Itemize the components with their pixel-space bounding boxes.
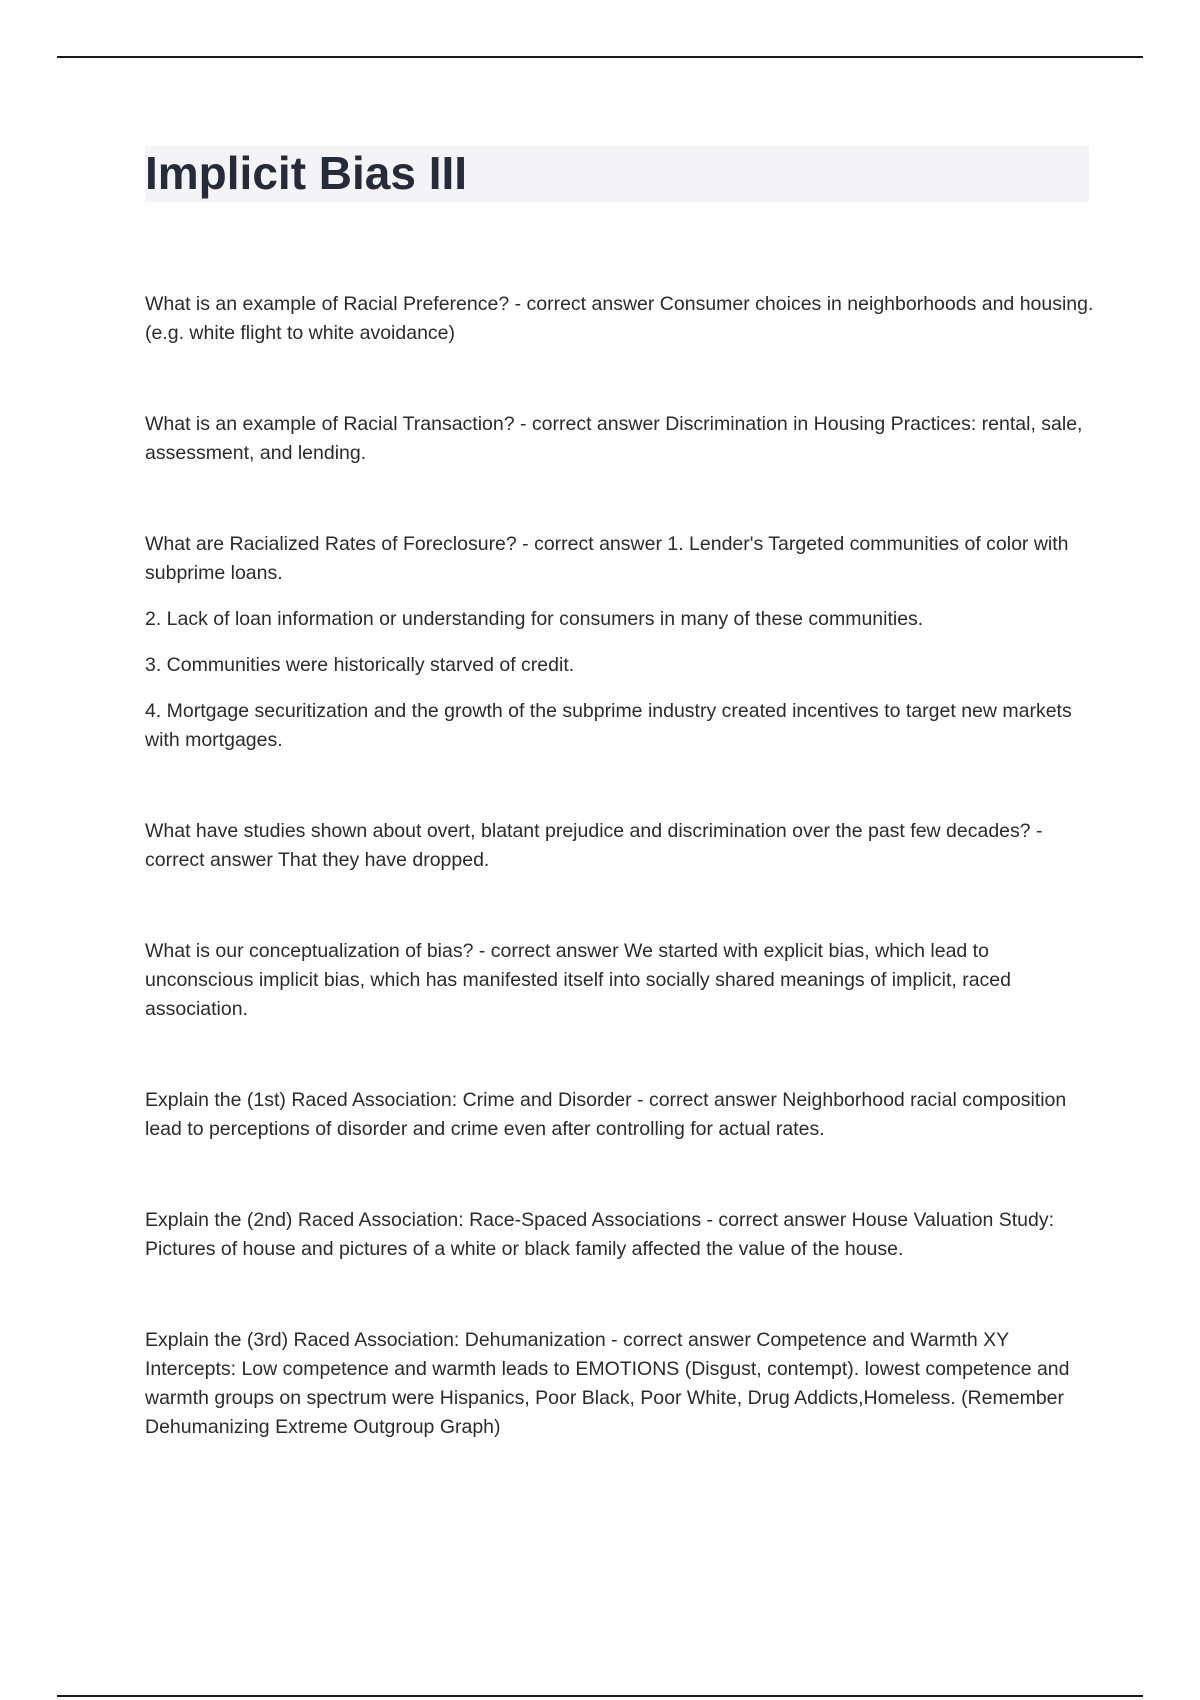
qa-paragraph: What is an example of Racial Transaction? - correct answer Discrimination in Housing Practices: rental, sale, assessment, and lending. [145,413,1083,464]
qa-paragraph: What is an example of Racial Preference? - correct answer Consumer choices in neighborhoods and housing. (e.g. white flight to white avoidance) [145,293,1094,344]
qa-paragraph: 3. Communities were historically starved of credit. [145,654,575,676]
qa-entry-foreclosure [145,530,1095,755]
qa-entry-race-space [145,1206,1095,1264]
top-rule [57,56,1143,58]
qa-entry-racial-preference [145,290,1095,348]
page-title: Implicit Bias III [145,147,468,199]
qa-paragraph: What is our conceptualization of bias? - correct answer We started with explicit bias, which lead to unconscious implicit bias, which has manifested itself into socially shared meanings of implicit, raced association. [145,940,1011,1020]
qa-entry-dehumanization [145,1326,1095,1442]
qa-paragraph: Explain the (1st) Raced Association: Crime and Disorder - correct answer Neighborhood racial composition lead to perceptions of disorder and crime even after controlling for actual rates. [145,1089,1067,1140]
qa-entry-conceptualization [145,937,1095,1024]
qa-paragraph: What have studies shown about overt, blatant prejudice and discrimination over the past few decades? - correct answer That they have dropped. [145,820,1043,871]
qa-paragraph: 4. Mortgage securitization and the growth of the subprime industry created incentives to target new markets with mortgages. [145,700,1072,751]
qa-paragraph: Explain the (2nd) Raced Association: Race-Spaced Associations - correct answer House Valuation Study: Pictures of house and pictures of a white or black family affected the value of the house. [145,1209,1055,1260]
qa-entry-overt-prejudice [145,817,1095,875]
qa-paragraph: What are Racialized Rates of Foreclosure? - correct answer 1. Lender's Targeted communities of color with subprime loans. [145,533,1069,584]
qa-paragraph: Explain the (3rd) Raced Association: Dehumanization - correct answer Competence and Warmth XY Intercepts: Low competence and warmth leads to EMOTIONS (Disgust, contempt). lowest competence and warmth groups on spectrum were Hispanics, Poor Black, Poor White, Drug Addicts,Homeless. (Remember Dehumanizing Extreme Outgroup Graph) [145,1329,1070,1438]
document-body [145,290,1095,1442]
qa-entry-crime-disorder [145,1086,1095,1144]
qa-entry-racial-transaction [145,410,1095,468]
bottom-rule [57,1695,1143,1697]
qa-paragraph: 2. Lack of loan information or understanding for consumers in many of these communities. [145,608,924,630]
